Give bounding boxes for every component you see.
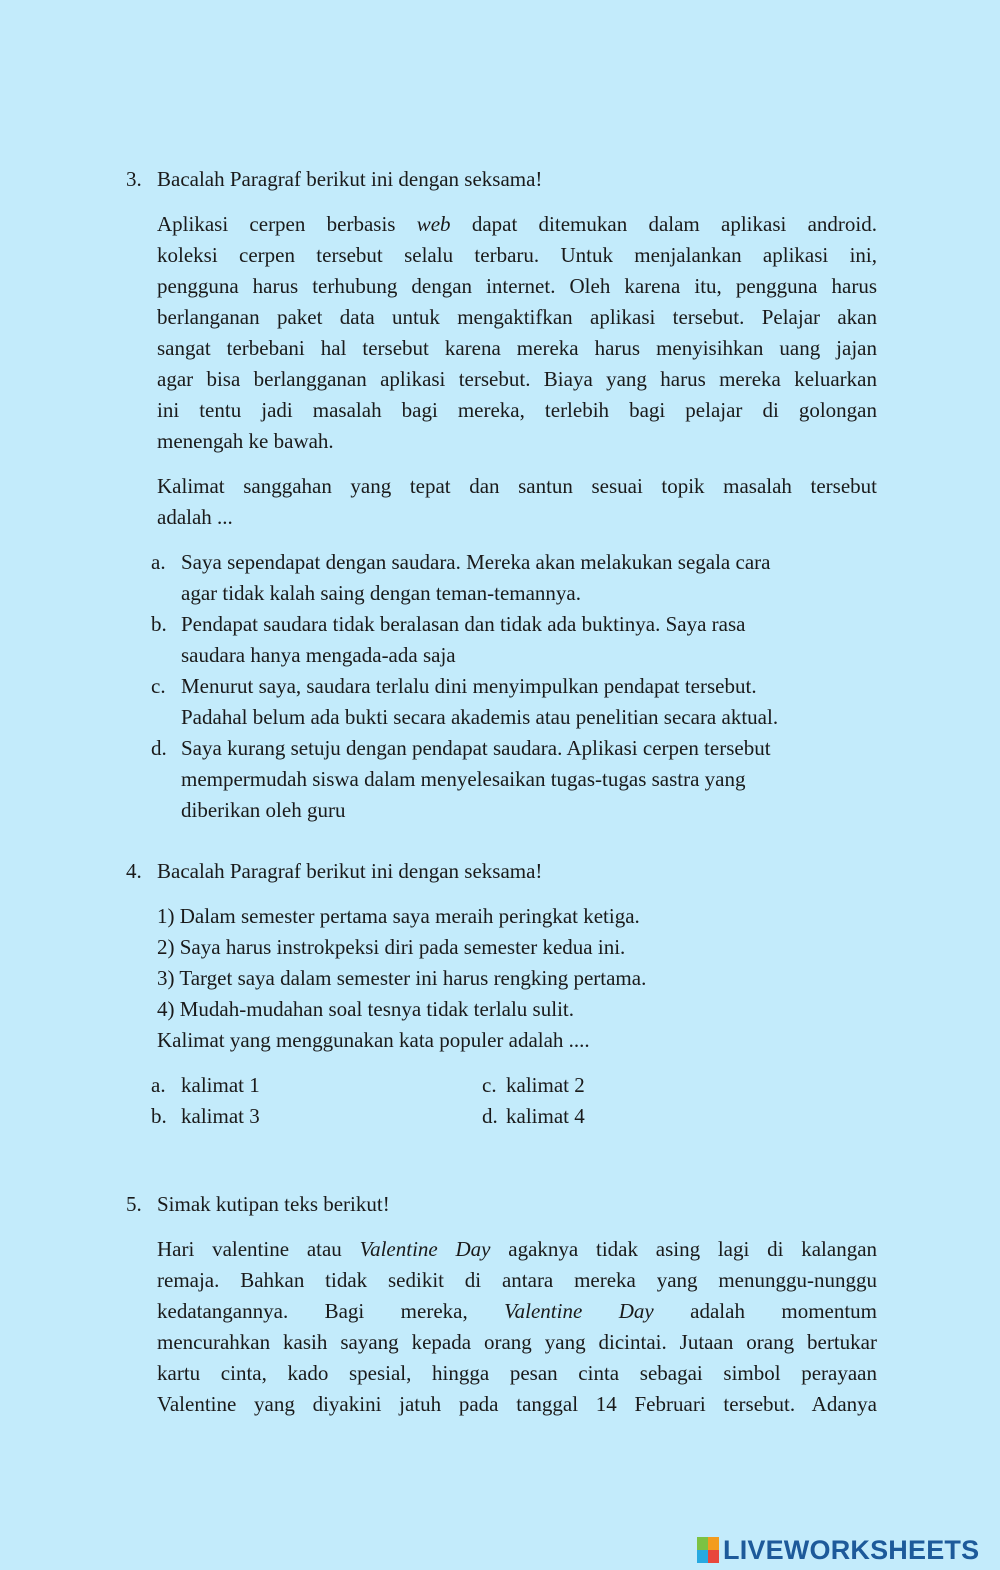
q3-question-cont: adalah ... bbox=[157, 505, 233, 529]
option-label: b. bbox=[151, 1104, 167, 1128]
logo-square-red bbox=[708, 1550, 719, 1563]
q5-passage-line: mencurahkan kasih sayang kepada orang yang dicintai. Jutaan orang bertukar bbox=[157, 1330, 877, 1354]
option-text: agar tidak kalah saing dengan teman-temannya. bbox=[181, 581, 582, 605]
q4-sentence-2: 2) Saya harus instrokpeksi diri pada semester kedua ini. bbox=[157, 935, 626, 959]
liveworksheets-logo[interactable] bbox=[697, 1533, 979, 1567]
option-label: a. bbox=[151, 1073, 166, 1097]
q4-sentence-4: 4) Mudah-mudahan soal tesnya tidak terlalu sulit. bbox=[157, 997, 574, 1021]
q3-passage-line: sangat terbebani hal tersebut karena mereka harus menyisihkan uang jajan bbox=[157, 336, 877, 360]
logo-square-orange bbox=[708, 1537, 719, 1550]
q3-question: Kalimat sanggahan yang tepat dan santun sesuai topik masalah tersebut bbox=[157, 474, 877, 498]
option-text: Saya kurang setuju dengan pendapat saudara. Aplikasi cerpen tersebut bbox=[181, 736, 771, 760]
q3-passage-line: koleksi cerpen tersebut selalu terbaru. Untuk menjalankan aplikasi ini, bbox=[157, 243, 877, 267]
option-text: Padahal belum ada bukti secara akademis atau penelitian secara aktual. bbox=[181, 705, 779, 729]
q4-sentence-1: 1) Dalam semester pertama saya meraih peringkat ketiga. bbox=[157, 904, 640, 928]
option-text: diberikan oleh guru bbox=[181, 798, 346, 822]
q4-sentence-3: 3) Target saya dalam semester ini harus rengking pertama. bbox=[157, 966, 647, 990]
option-text: mempermudah siswa dalam menyelesaikan tugas-tugas sastra yang bbox=[181, 767, 746, 791]
option-text: saudara hanya mengada-ada saja bbox=[181, 643, 456, 667]
option-label: a. bbox=[151, 550, 166, 574]
option-label: d. bbox=[482, 1104, 498, 1128]
q5-passage-line: Hari valentine atau Valentine Day agaknya tidak asing lagi di kalangan bbox=[157, 1237, 878, 1261]
logo-square-cyan bbox=[697, 1550, 708, 1563]
q3-passage-line: berlanganan paket data untuk mengaktifkan aplikasi tersebut. Pelajar akan bbox=[157, 305, 877, 329]
q5-passage-line: kartu cinta, kado spesial, hingga pesan cinta sebagai simbol perayaan bbox=[157, 1361, 877, 1385]
q3-passage-line: Aplikasi cerpen berbasis web dapat ditemukan dalam aplikasi android. bbox=[157, 212, 877, 236]
q3-passage-line: agar bisa berlangganan aplikasi tersebut. Biaya yang harus mereka keluarkan bbox=[157, 367, 877, 391]
q3-passage-line: pengguna harus terhubung dengan internet. Oleh karena itu, pengguna harus bbox=[157, 274, 877, 298]
logo-square-green bbox=[697, 1537, 708, 1550]
q5-passage-line: kedatangannya. Bagi mereka, Valentine Day adalah momentum bbox=[157, 1299, 878, 1323]
q4-number: 4. bbox=[126, 859, 142, 883]
q4-question: Kalimat yang menggunakan kata populer adalah .... bbox=[157, 1028, 590, 1052]
q3-instruction: Bacalah Paragraf berikut ini dengan seksama! bbox=[157, 167, 543, 191]
option-label: b. bbox=[151, 612, 167, 636]
q5-passage-line: Valentine yang diyakini jatuh pada tanggal 14 Februari tersebut. Adanya bbox=[157, 1392, 877, 1416]
option-text: Pendapat saudara tidak beralasan dan tidak ada buktinya. Saya rasa bbox=[181, 612, 746, 636]
q3-passage-line: ini tentu jadi masalah bagi mereka, terlebih bagi pelajar di golongan bbox=[157, 398, 877, 422]
option-text: kalimat 1 bbox=[181, 1073, 260, 1097]
q4-instruction: Bacalah Paragraf berikut ini dengan seksama! bbox=[157, 859, 543, 883]
option-text: kalimat 4 bbox=[506, 1104, 585, 1128]
q5-instruction: Simak kutipan teks berikut! bbox=[157, 1192, 390, 1216]
option-label: c. bbox=[151, 674, 166, 698]
q3-passage-line: menengah ke bawah. bbox=[157, 429, 334, 453]
option-text: kalimat 3 bbox=[181, 1104, 260, 1128]
q5-number: 5. bbox=[126, 1192, 142, 1216]
option-text: kalimat 2 bbox=[506, 1073, 585, 1097]
option-text: Menurut saya, saudara terlalu dini menyimpulkan pendapat tersebut. bbox=[181, 674, 757, 698]
option-label: d. bbox=[151, 736, 167, 760]
logo-text: LIVEWORKSHEETS bbox=[723, 1534, 980, 1565]
option-label: c. bbox=[482, 1073, 497, 1097]
q5-passage-line: remaja. Bahkan tidak sedikit di antara mereka yang menunggu-nunggu bbox=[157, 1268, 877, 1292]
option-text: Saya sependapat dengan saudara. Mereka akan melakukan segala cara bbox=[181, 550, 771, 574]
liveworksheets-logo-icon bbox=[697, 1537, 719, 1563]
q3-number: 3. bbox=[126, 167, 142, 191]
